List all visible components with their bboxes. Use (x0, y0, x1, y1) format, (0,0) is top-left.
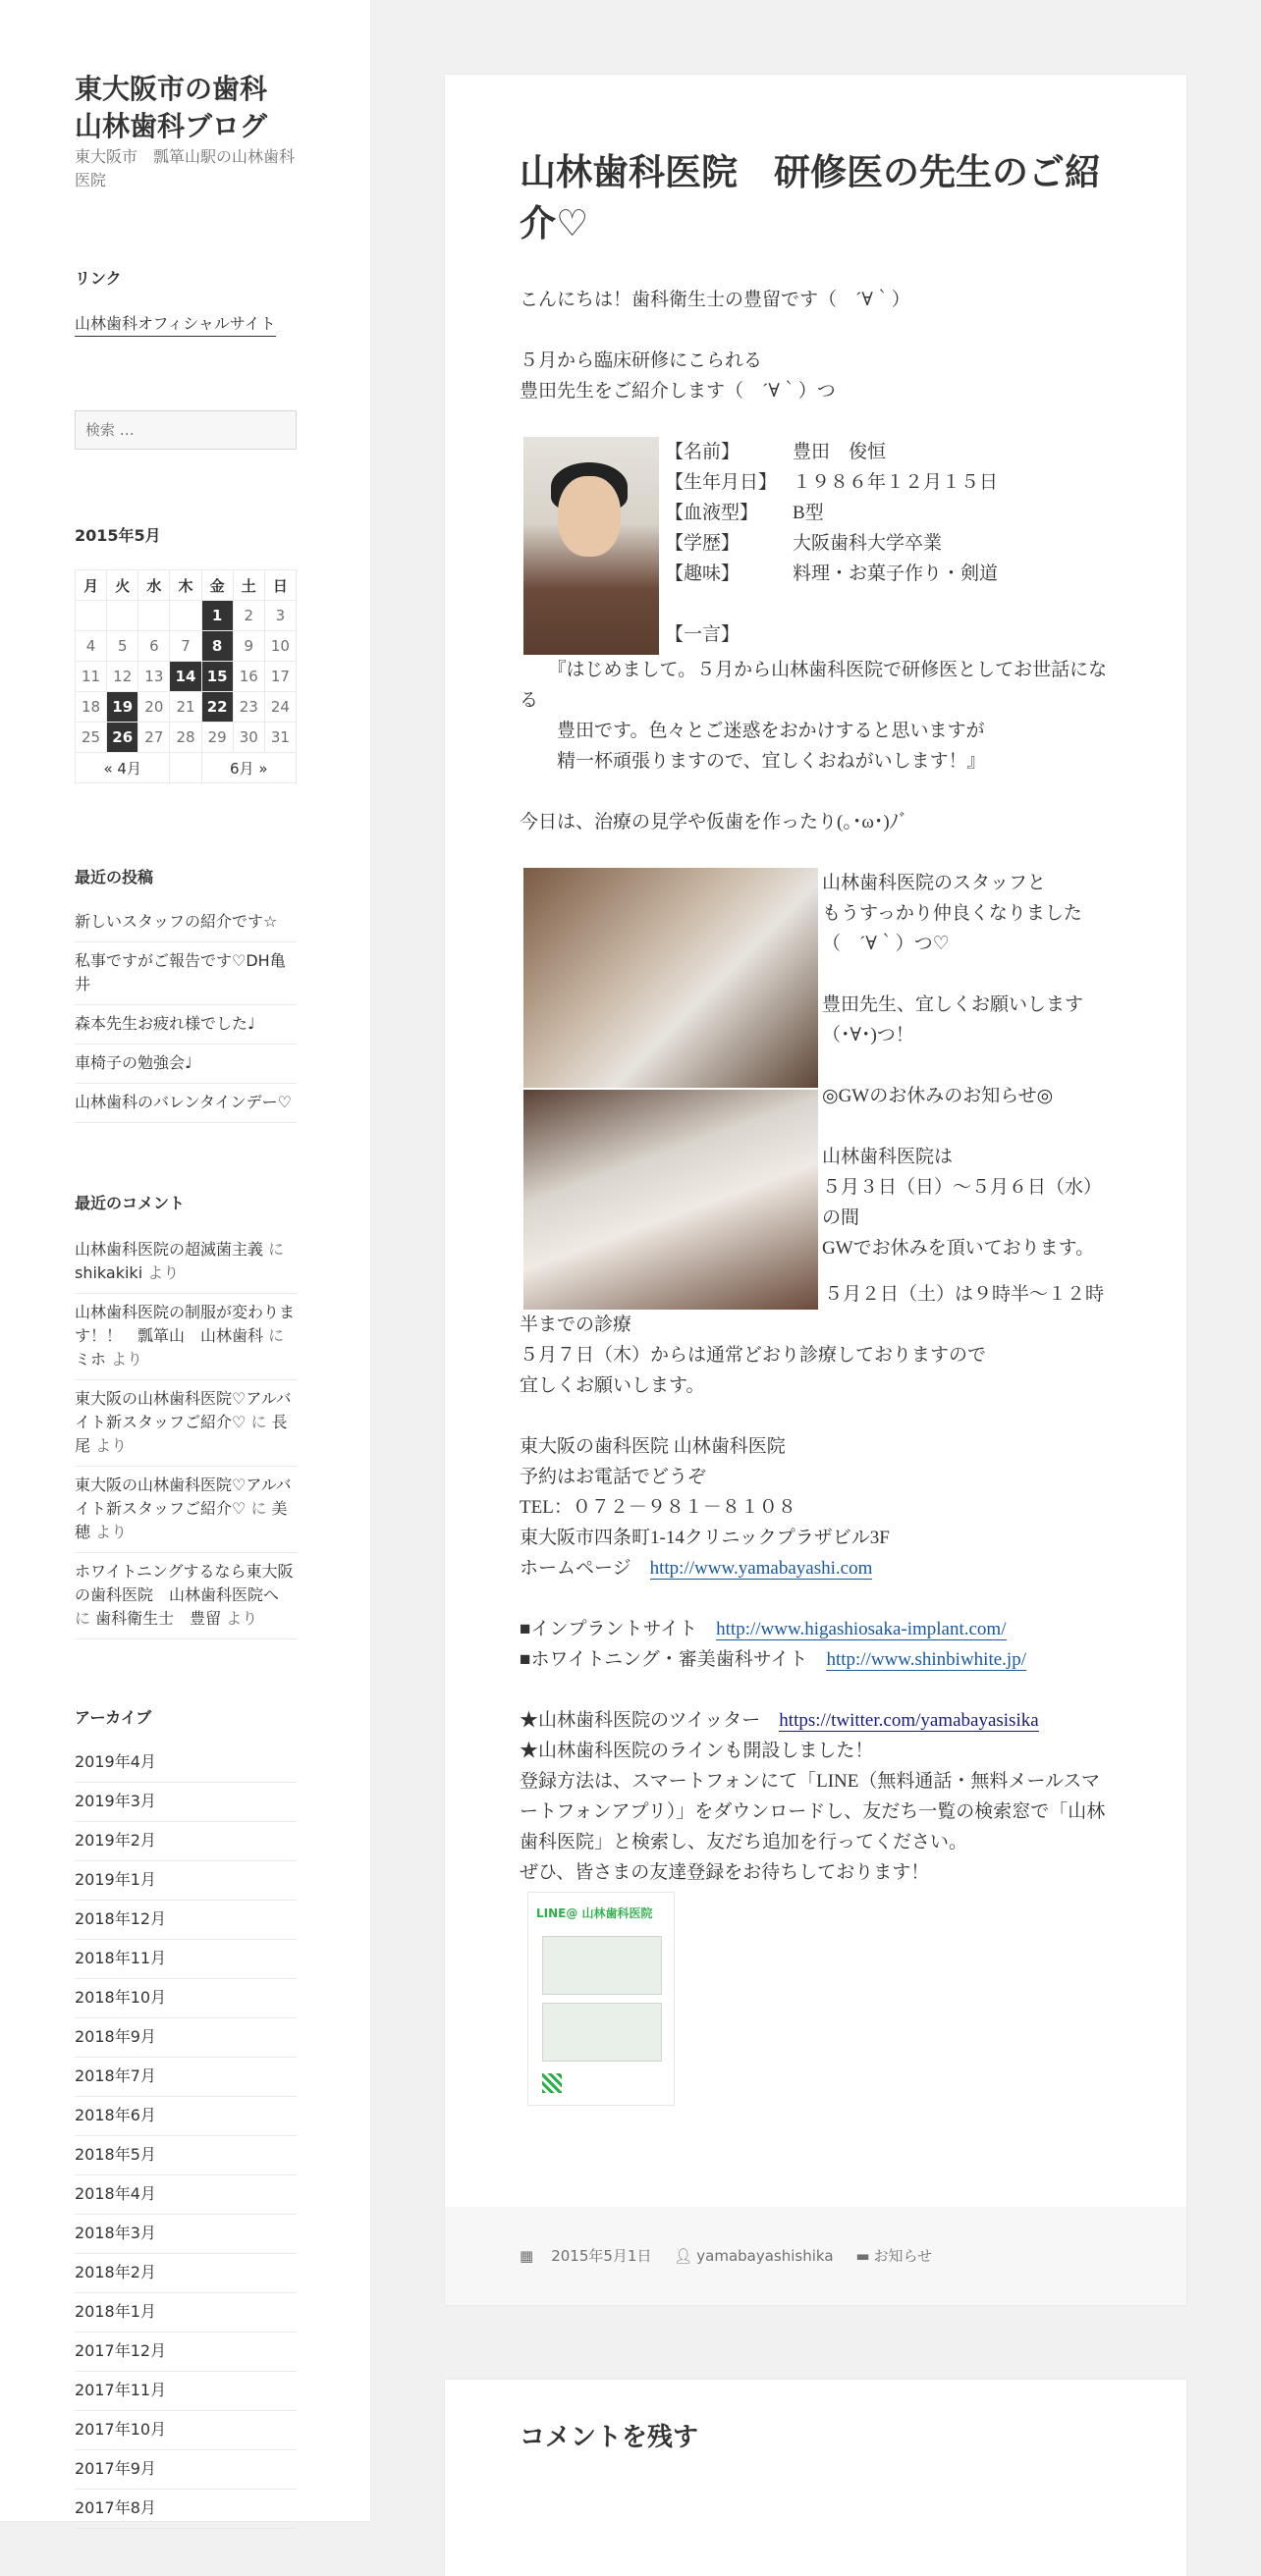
links-widget-title: リンク (75, 269, 122, 288)
profile-value: 豊田 俊恒 (793, 442, 887, 462)
calendar-day: 20 (138, 692, 170, 723)
intro-line: こんにちは！歯科衛生士の豊留です（ ´∀｀） (520, 290, 910, 310)
profile-key: 【生年月日】 (665, 472, 778, 493)
calendar-weekday: 木 (170, 570, 201, 601)
archive-item[interactable]: 2018年12月 (75, 1901, 297, 1940)
recent-posts-list (75, 903, 297, 1123)
recent-comment-author[interactable]: shikakiki (75, 1263, 143, 1282)
gw-line: GWでお休みを頂いております。 (822, 1238, 1095, 1259)
calendar-day: 29 (201, 723, 233, 753)
profile-key: 【血液型】 (665, 503, 759, 523)
calendar-day[interactable]: 1 (201, 601, 233, 631)
calendar-day: 18 (76, 692, 107, 723)
calendar-prev-link[interactable]: « 4月 (76, 753, 170, 783)
recent-comment-author[interactable]: ミホ (75, 1350, 107, 1368)
site-title[interactable]: 東大阪市の歯科 山林歯科ブログ (75, 73, 268, 142)
implant-line (520, 1614, 1119, 1644)
archive-item[interactable]: 2019年2月 (75, 1822, 297, 1861)
recent-comment-post-link[interactable]: 山林歯科医院の制服が変わります！！ 瓢箪山 山林歯科 (75, 1303, 296, 1345)
archive-item[interactable]: 2017年12月 (75, 2333, 297, 2372)
calendar-day: 16 (233, 662, 264, 692)
archive-item[interactable]: 2019年3月 (75, 1783, 297, 1822)
sidebar (0, 0, 370, 2521)
leave-comment-title: コメントを残す (520, 2423, 699, 2452)
calendar-spacer (170, 753, 201, 783)
recent-comment-suffix: より (221, 1609, 258, 1628)
calendar-day: 23 (233, 692, 264, 723)
post-meta (520, 2244, 932, 2268)
homepage-link[interactable]: http://www.yamabayashi.com (649, 1558, 873, 1579)
calendar-weekday: 火 (107, 570, 138, 601)
calendar-caption: 2015年5月 (75, 526, 161, 545)
recent-post-item[interactable]: 私事ですがご報告です♡DH亀井 (75, 942, 297, 1005)
archive-item[interactable]: 2017年8月 (75, 2490, 297, 2529)
calendar-day: 30 (233, 723, 264, 753)
training-photo-1[interactable] (523, 868, 818, 1088)
calendar-day: 2 (233, 601, 264, 631)
calendar-empty-cell (138, 601, 170, 631)
archive-item[interactable]: 2018年3月 (75, 2215, 297, 2254)
recent-comment-post-link[interactable]: ホワイトニングするなら東大阪の歯科医院 山林歯科医院へ (75, 1562, 294, 1604)
calendar-day: 27 (138, 723, 170, 753)
archive-item[interactable]: 2018年4月 (75, 2175, 297, 2215)
profile-value: １９８６年１２月１５日 (793, 472, 999, 493)
calendar-day: 6 (138, 631, 170, 662)
recent-comment-suffix: より (106, 1350, 143, 1368)
archive-item[interactable]: 2018年5月 (75, 2136, 297, 2175)
calendar-day: 12 (107, 662, 138, 692)
staff-line: 豊田先生、宜しくお願いします (822, 994, 1084, 1015)
recent-comment-author[interactable]: 美穂 (75, 1499, 288, 1541)
calendar-icon: ▦ (520, 2247, 534, 2265)
clinic-reservation: 予約はお電話でどうぞ (520, 1467, 707, 1487)
training-photo-2[interactable] (523, 1090, 818, 1310)
recent-comments-list (75, 1231, 297, 1639)
calendar-day: 31 (264, 723, 296, 753)
official-site-link[interactable]: 山林歯科オフィシャルサイト (75, 312, 276, 337)
folder-icon: ▬ (855, 2247, 870, 2265)
calendar-day[interactable]: 26 (107, 723, 138, 753)
comment-section (445, 2380, 1186, 2576)
intro-line: 豊田先生をご紹介します（ ´∀｀）つ (520, 381, 836, 402)
search-input[interactable]: 検索 … (75, 410, 297, 450)
recent-comment-connector: に (75, 1609, 96, 1628)
whitening-site-link[interactable]: http://www.shinbiwhite.jp/ (826, 1649, 1026, 1670)
gw-line: ５月７日（木）からは通常どおり診療しておりますので (520, 1345, 987, 1366)
line-step-2-block (542, 2003, 662, 2062)
gw-line: 宜しくお願いします。 (520, 1375, 705, 1396)
homepage-line (520, 1553, 1119, 1583)
line-request: ぜひ、皆さまの友達登録をお待ちしております！ (520, 1862, 930, 1883)
line-image-header: LINE@ 山林歯科医院 (536, 1906, 653, 1920)
implant-label: ■インプラントサイト (520, 1619, 717, 1639)
calendar-empty-cell (76, 601, 107, 631)
calendar-weekday: 金 (201, 570, 233, 601)
archive-item[interactable]: 2019年4月 (75, 1744, 297, 1783)
hitokoto-line: 豊田です。色々とご迷惑をおかけすると思いますが (520, 721, 985, 741)
recent-post-item[interactable]: 森本先生お疲れ様でした♩ (75, 1005, 297, 1045)
recent-comment-item (75, 1231, 297, 1294)
staff-line: 山林歯科医院のスタッフと (822, 873, 1047, 893)
profile-key: 【趣味】 (665, 564, 740, 584)
archives-list (75, 1744, 297, 2529)
recent-comment-post-link[interactable]: 山林歯科医院の超滅菌主義 (75, 1240, 264, 1259)
calendar-day: 7 (170, 631, 201, 662)
whitening-line (520, 1644, 1119, 1675)
recent-comment-post-link[interactable]: 東大阪の山林歯科医院♡アルバイト新スタッフご紹介♡ (75, 1476, 292, 1518)
recent-comment-connector: に (263, 1326, 285, 1345)
profile-key: 【名前】 (665, 442, 740, 462)
recent-comments-title: 最近のコメント (75, 1194, 186, 1212)
calendar-day: 3 (264, 601, 296, 631)
calendar-weekday: 日 (264, 570, 296, 601)
recent-comment-author[interactable]: 歯科衛生士 豊留 (95, 1609, 222, 1628)
qr-code-icon (542, 2073, 562, 2093)
clinic-address: 東大阪市四条町1-14クリニックプラザビル3F (520, 1528, 890, 1548)
recent-comment-connector: に (246, 1413, 272, 1431)
post-article (445, 75, 1186, 2305)
archive-item[interactable]: 2018年10月 (75, 1979, 297, 2018)
calendar-empty-cell (107, 601, 138, 631)
calendar-day: 28 (170, 723, 201, 753)
calendar-day: 10 (264, 631, 296, 662)
intro-line: ５月から臨床研修にこられる (520, 350, 763, 371)
calendar-day: 4 (76, 631, 107, 662)
gw-line: 山林歯科医院は (822, 1147, 954, 1167)
calendar-day[interactable]: 15 (201, 662, 233, 692)
recent-comment-suffix: より (90, 1523, 128, 1541)
recent-post-item[interactable]: 新しいスタッフの紹介です☆ (75, 903, 297, 942)
calendar-day: 5 (107, 631, 138, 662)
calendar-day: 17 (264, 662, 296, 692)
twitter-line (520, 1705, 1119, 1736)
calendar-day: 21 (170, 692, 201, 723)
post-category-link[interactable]: お知らせ (873, 2247, 933, 2265)
recent-comment-item (75, 1380, 297, 1467)
post-date-link[interactable]: 2015年5月1日 (551, 2247, 652, 2265)
recent-comment-item (75, 1553, 297, 1639)
calendar-day: 11 (76, 662, 107, 692)
calendar-day: 13 (138, 662, 170, 692)
line-announcement: ★山林歯科医院のラインも開設しました！ (520, 1741, 874, 1761)
post-footer (445, 2207, 1186, 2305)
recent-comment-author[interactable]: 長尾 (75, 1413, 288, 1455)
calendar-day[interactable]: 8 (201, 631, 233, 662)
twitter-link[interactable]: https://twitter.com/yamabayasisika (779, 1710, 1039, 1731)
gw-line: ５月２日（土）は９時半～１２時半までの診療 (520, 1284, 1105, 1335)
gw-title: ◎GWのお休みのお知らせ◎ (822, 1086, 1054, 1106)
recent-comment-post-link[interactable]: 東大阪の山林歯科医院♡アルバイト新スタッフご紹介♡ (75, 1389, 292, 1431)
archive-item[interactable]: 2017年10月 (75, 2411, 297, 2450)
recent-comment-connector: に (263, 1240, 285, 1259)
line-instructions: 登録方法は、スマートフォンにて「LINE（無料通話・無料メールスマートフォンアプリ）」をダウンロードし、友だち一覧の検索窓で「山林歯科医院」と検索し、友だち追加を行ってください。 (520, 1771, 1106, 1852)
calendar-table (75, 569, 297, 783)
line-step-1-block (542, 1936, 662, 1995)
gw-line: ５月３日（日）～５月６日（水）の間 (822, 1177, 1103, 1228)
profile-value: 大阪歯科大学卒業 (793, 533, 943, 554)
archive-item[interactable]: 2018年7月 (75, 2058, 297, 2097)
site-description: 東大阪市 瓢箪山駅の山林歯科医院 (75, 147, 296, 189)
recent-comment-suffix: より (142, 1263, 180, 1282)
line-registration-image[interactable] (527, 1892, 675, 2106)
archive-item[interactable]: 2018年6月 (75, 2097, 297, 2136)
archive-item[interactable]: 2018年9月 (75, 2018, 297, 2058)
hitokoto-line: 『はじめまして。５月から山林歯科医院で研修医としてお世話になる (520, 660, 1108, 711)
archive-item[interactable]: 2018年2月 (75, 2254, 297, 2293)
recent-comment-item (75, 1467, 297, 1553)
homepage-label: ホームページ (520, 1558, 650, 1579)
calendar-day: 9 (233, 631, 264, 662)
profile-value: B型 (793, 503, 824, 523)
calendar-day[interactable]: 22 (201, 692, 233, 723)
calendar-weekday: 水 (138, 570, 170, 601)
recent-posts-title: 最近の投稿 (75, 868, 154, 886)
calendar-next-link[interactable]: 6月 » (201, 753, 296, 783)
clinic-tel: TEL：０７２－９８１－８１０８ (520, 1497, 796, 1518)
post-author-link[interactable]: yamabayashishika (696, 2247, 834, 2265)
today-line: 今日は、治療の見学や仮歯を作ったり(｡･ω･)ﾉﾞ (520, 812, 908, 832)
post-title[interactable]: 山林歯科医院 研修医の先生のご紹介♡ (520, 151, 1101, 244)
staff-line: （ ´∀｀）つ♡ (822, 934, 950, 954)
recent-comment-suffix: より (90, 1436, 128, 1455)
archive-item[interactable]: 2017年11月 (75, 2372, 297, 2411)
archive-item[interactable]: 2017年9月 (75, 2450, 297, 2490)
calendar-day[interactable]: 14 (170, 662, 201, 692)
calendar-weekday: 月 (76, 570, 107, 601)
recent-post-item[interactable]: 車椅子の勉強会♩ (75, 1045, 297, 1084)
clinic-name: 東大阪の歯科医院 山林歯科医院 (520, 1436, 786, 1457)
archives-title: アーカイブ (75, 1708, 152, 1727)
calendar-weekday: 土 (233, 570, 264, 601)
staff-line: もうすっかり仲良くなりました (822, 903, 1082, 924)
implant-site-link[interactable]: http://www.higashiosaka-implant.com/ (716, 1619, 1007, 1639)
profile-key: 【学歴】 (665, 533, 740, 554)
archive-item[interactable]: 2018年11月 (75, 1940, 297, 1979)
author-icon: 👤︎ (674, 2247, 693, 2265)
calendar-day[interactable]: 19 (107, 692, 138, 723)
hitokoto-label: 【一言】 (665, 624, 740, 645)
calendar-empty-cell (170, 601, 201, 631)
hitokoto-line: 精一杯頑張りますので、宜しくおねがいします！』 (520, 751, 986, 772)
whitening-label: ■ホワイトニング・審美歯科サイト (520, 1649, 827, 1670)
doctor-profile-photo[interactable] (523, 437, 659, 655)
post-content (520, 285, 1119, 2106)
staff-line: （･∀･)つ！ (822, 1025, 914, 1046)
calendar-day: 24 (264, 692, 296, 723)
twitter-label: ★山林歯科医院のツイッター (520, 1710, 780, 1731)
recent-post-item[interactable]: 山林歯科のバレンタインデー♡ (75, 1084, 297, 1123)
recent-comment-item (75, 1294, 297, 1380)
recent-comment-connector: に (246, 1499, 272, 1518)
archive-item[interactable]: 2019年1月 (75, 1861, 297, 1901)
profile-value: 料理・お菓子作り・剣道 (793, 564, 999, 584)
archive-item[interactable]: 2018年1月 (75, 2293, 297, 2333)
calendar-day: 25 (76, 723, 107, 753)
